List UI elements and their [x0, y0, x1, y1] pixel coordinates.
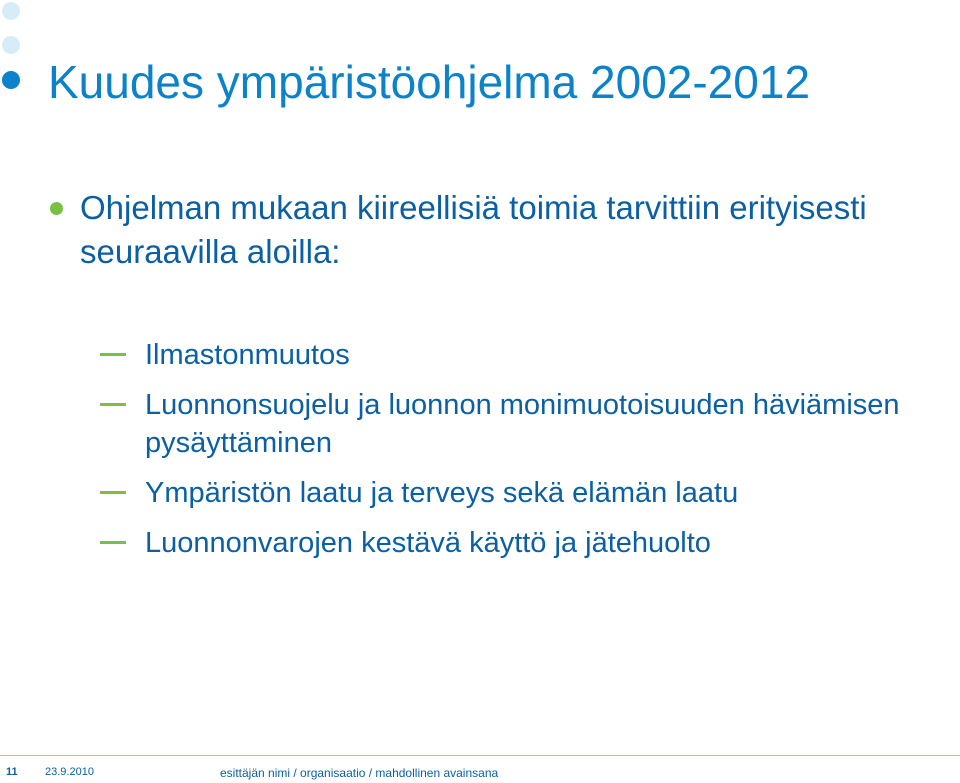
slide-title: Kuudes ympäristöohjelma 2002-2012 — [48, 56, 811, 108]
dash-icon — [100, 491, 126, 494]
footer-divider — [0, 755, 960, 756]
footer-presenter: esittäjän nimi / organisaatio / mahdollinen avainsana — [220, 766, 499, 780]
dash-icon — [100, 403, 126, 406]
dash-icon — [100, 353, 126, 356]
sub-bullet-list — [100, 336, 920, 574]
lead-paragraph: Ohjelman mukaan kiireellisiä toimia tarvittiin erityisesti seuraavilla aloilla: — [80, 189, 867, 270]
list-item-text: Luonnonsuojelu ja luonnon monimuotoisuuden häviämisen pysäyttäminen — [145, 389, 900, 459]
list-item — [100, 524, 920, 562]
title-bullet-icon — [2, 71, 20, 89]
decorative-dot-icon — [2, 2, 20, 20]
page-number: 11 — [6, 766, 18, 778]
list-item — [100, 386, 920, 462]
bullet-icon — [50, 202, 63, 215]
decorative-dot-icon — [2, 36, 20, 54]
footer-date: 23.9.2010 — [45, 766, 94, 778]
list-item-text: Ilmastonmuutos — [145, 339, 350, 371]
dash-icon — [100, 541, 126, 544]
list-item-text: Luonnonvarojen kestävä käyttö ja jätehuolto — [145, 527, 711, 559]
list-item — [100, 474, 920, 512]
list-item-text: Ympäristön laatu ja terveys sekä elämän laatu — [145, 477, 739, 509]
list-item — [100, 336, 920, 374]
